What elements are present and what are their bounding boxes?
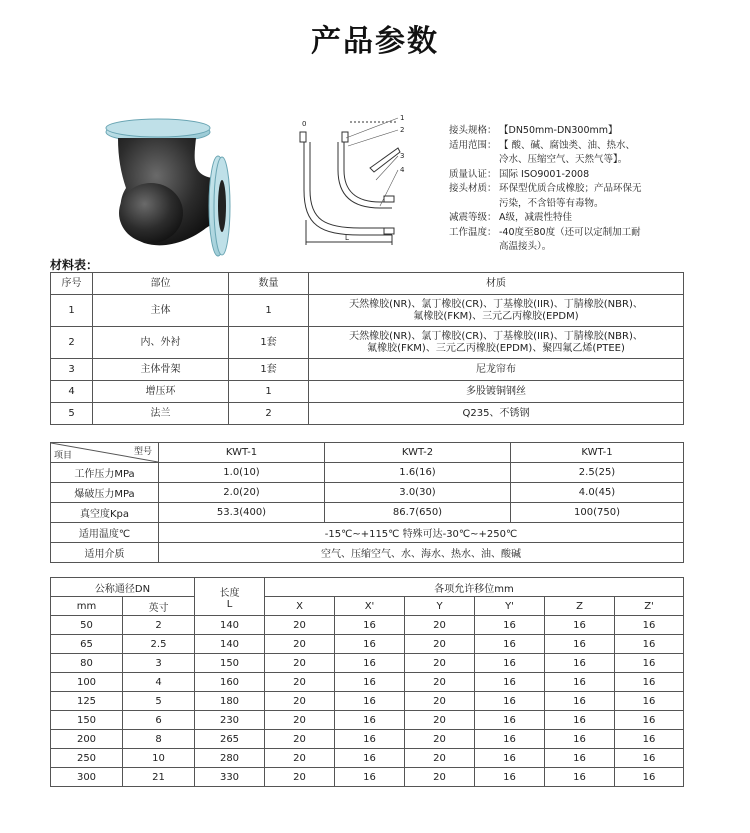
diagram-label-3: 3 [400,152,405,160]
table-row: 4 增压环 1 多股镀铜钢丝 [51,381,684,403]
table-row: 2 内、外衬 1套 天然橡胶(NR)、氯丁橡胶(CR)、丁基橡胶(IIR)、丁腈橡胶(NBR)、 氟橡胶(FKM)、三元乙丙橡胶(EPDM)、聚四氟乙烯(PTEE) [51,327,684,359]
table-row: 3 主体骨架 1套 尼龙帘布 [51,359,684,381]
materials-table [50,272,684,425]
table-row: 真空度Kpa 53.3(400) 86.7(650) 100(750) [51,503,684,523]
cross-section-diagram [280,110,420,250]
table-row: 工作压力MPa 1.0(10) 1.6(16) 2.5(25) [51,463,684,483]
spec-row: 减震等级： A级，减震性特佳 [449,212,572,223]
spec-list [449,124,749,255]
table-row: 适用介质 空气、压缩空气、水、海水、热水、油、酸碱 [51,543,684,563]
table-row: 100 4 160 20 16 20 16 16 16 [51,673,684,692]
table-row: 250 10 280 20 16 20 16 16 16 [51,749,684,768]
table-header-row: 序号 部位 数量 材质 [51,273,684,295]
table-row: 5 法兰 2 Q235、不锈钢 [51,403,684,425]
diagram-label-0: 0 [302,120,307,128]
corner-cell: 型号 项目 [51,443,159,463]
displacement-table [50,577,684,787]
table-row: 1 主体 1 天然橡胶(NR)、氯丁橡胶(CR)、丁基橡胶(IIR)、丁腈橡胶(NBR)、 氟橡胶(FKM)、三元乙丙橡胶(EPDM) [51,295,684,327]
spec-row: 接头材质： 环保型优质合成橡胶；产品环保无 污染，不含铅等有毒物。 [449,183,642,209]
table-row: 65 2.5 140 20 16 20 16 16 16 [51,635,684,654]
displacement-rows [51,616,684,787]
materials-label: 材料表： [50,258,99,272]
spec-row: 接头规格： 【DN50mm-DN300mm】 [449,125,618,136]
table-row: 80 3 150 20 16 20 16 16 16 [51,654,684,673]
spec-row: 工作温度： -40度至80度（还可以定制加工耐 高温接头）。 [449,226,641,252]
product-photo [96,118,246,258]
spec-row: 质量认证： 国际 ISO9001-2008 [449,168,590,180]
diagram-label-2: 2 [400,126,405,134]
spec-row: 适用范围： 【 酸、碱、腐蚀类、油、热水、 冷水、压缩空气、天然气等】。 [449,139,636,165]
table-header-row: 型号 项目 KWT-1 KWT-2 KWT-1 [51,443,684,463]
table-row: 200 8 265 20 16 20 16 16 16 [51,730,684,749]
model-parameter-table [50,442,684,563]
table-row: 爆破压力MPa 2.0(20) 3.0(30) 4.0(45) [51,483,684,503]
diagram-label-4: 4 [400,166,405,174]
table-row: 125 5 180 20 16 20 16 16 16 [51,692,684,711]
table-header-row: 公称通径DN 长度 L 各项允许移位mm [51,578,684,597]
table-subheader-row: mm 英寸 X X' Y Y' Z Z' [51,597,684,616]
table-row: 150 6 230 20 16 20 16 16 16 [51,711,684,730]
diagram-label-1: 1 [400,114,405,122]
table-row: 50 2 140 20 16 20 16 16 16 [51,616,684,635]
page-title: 产品参数 [311,24,439,59]
diagram-label-l: L [345,234,349,242]
table-row: 适用温度℃ -15℃~+115℃ 特殊可达-30℃~+250℃ [51,523,684,543]
table-row: 300 21 330 20 16 20 16 16 16 [51,768,684,787]
